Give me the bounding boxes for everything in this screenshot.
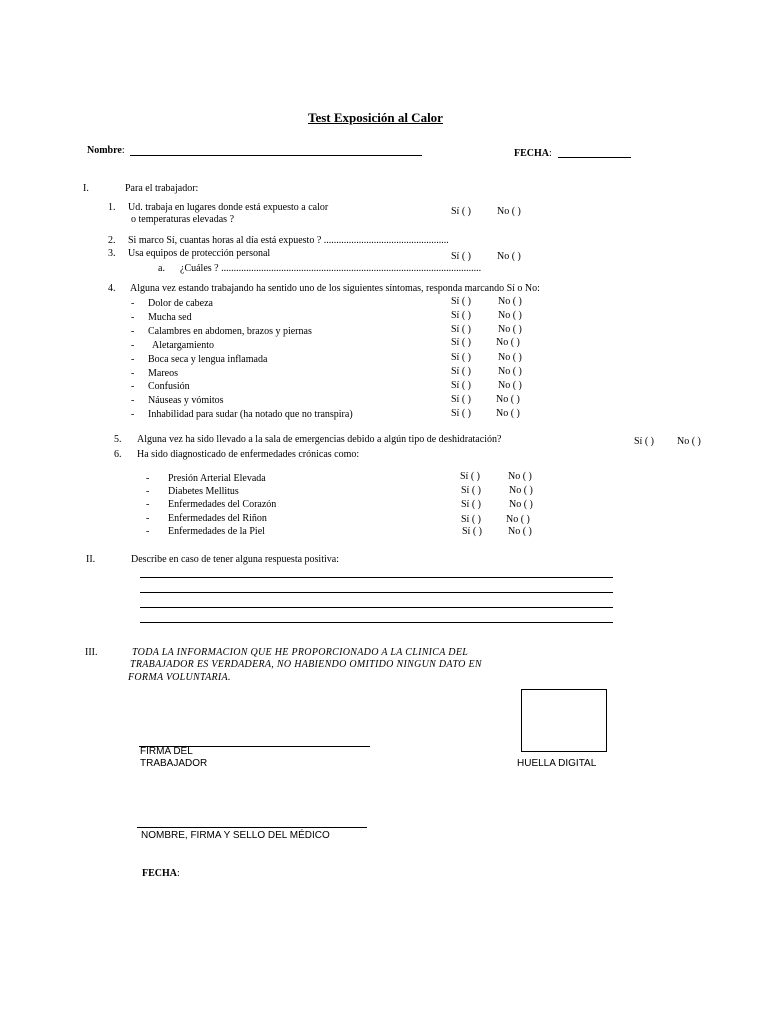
q4-number: 4. <box>108 283 116 294</box>
nombre-label: Nombre <box>87 145 122 156</box>
q6-item-label: Enfermedades de la Piel <box>168 526 265 537</box>
q4-item-dash: - <box>131 340 135 351</box>
q4-item-label: Náuseas y vómitos <box>148 395 224 406</box>
q6-item-si-option[interactable]: Sí ( ) <box>461 499 481 510</box>
answer-line[interactable] <box>140 607 613 608</box>
q1-si-option[interactable]: Sí ( ) <box>451 206 471 217</box>
q6-item-no-option[interactable]: No ( ) <box>509 485 533 496</box>
q6-item-dash: - <box>146 499 150 510</box>
q4-item-label: Calambres en abdomen, brazos y piernas <box>148 326 312 337</box>
q6-item-si-option[interactable]: Sí ( ) <box>460 471 480 482</box>
q4-item-si-option[interactable]: Sí ( ) <box>451 296 471 307</box>
q6-text: Ha sido diagnosticado de enfermedades crónicas como: <box>137 449 360 460</box>
q6-item-dash: - <box>146 473 150 484</box>
q4-item-no-option[interactable]: No ( ) <box>498 310 522 321</box>
q3-number: 3. <box>108 248 116 259</box>
bottom-fecha-colon: : <box>177 868 180 879</box>
q6-item-dash: - <box>146 486 150 497</box>
doctor-signature-label: NOMBRE, FIRMA Y SELLO DEL MÉDICO <box>141 830 330 841</box>
declaration-line-1: TODA LA INFORMACION QUE HE PROPORCIONADO A LA CLINICA DEL <box>132 647 469 658</box>
q4-item-no-option[interactable]: No ( ) <box>498 296 522 307</box>
q4-item-dash: - <box>131 395 135 406</box>
q4-item-si-option[interactable]: Sí ( ) <box>451 366 471 377</box>
q3a-letter: a. <box>158 263 165 274</box>
page-title: Test Exposición al Calor <box>308 110 443 125</box>
q4-item-no-option[interactable]: No ( ) <box>496 408 520 419</box>
fecha-label-group <box>514 148 552 159</box>
q3-text: Usa equipos de protección personal <box>128 248 271 259</box>
q4-item-label: Boca seca y lengua inflamada <box>148 354 268 365</box>
q4-item-si-option[interactable]: Sí ( ) <box>451 352 471 363</box>
nombre-colon: : <box>121 145 125 156</box>
q4-item-si-option[interactable]: Sí ( ) <box>451 408 471 419</box>
worker-signature-label-1: FIRMA DEL <box>140 746 193 757</box>
nombre-label-group <box>87 145 125 156</box>
q6-item-label: Presión Arterial Elevada <box>168 473 266 484</box>
q4-item-no-option[interactable]: No ( ) <box>498 366 522 377</box>
q4-item-dash: - <box>131 409 135 420</box>
fecha-colon: : <box>549 148 552 159</box>
q4-item-no-option[interactable]: No ( ) <box>498 380 522 391</box>
q1-no-option[interactable]: No ( ) <box>497 206 521 217</box>
q6-item-dash: - <box>146 526 150 537</box>
q6-item-si-option[interactable]: Sí ( ) <box>461 514 481 525</box>
answer-line[interactable] <box>140 577 613 578</box>
answer-line[interactable] <box>140 622 613 623</box>
q6-item-si-option[interactable]: Sí ( ) <box>461 485 481 496</box>
q3-no-option[interactable]: No ( ) <box>497 251 521 262</box>
q6-number: 6. <box>114 449 122 460</box>
q6-item-label: Diabetes Mellitus <box>168 486 239 497</box>
q5-text: Alguna vez ha sido llevado a la sala de emergencias debido a algún tipo de deshidratación? <box>137 434 502 445</box>
q4-item-si-option[interactable]: Sí ( ) <box>451 324 471 335</box>
fingerprint-box[interactable] <box>521 689 607 752</box>
q6-item-no-option[interactable]: No ( ) <box>508 471 532 482</box>
q5-si-option[interactable]: Sí ( ) <box>634 436 654 447</box>
q2-text: Si marco Sí, cuantas horas al día está expuesto ? .................................................. <box>128 235 449 246</box>
q4-item-si-option[interactable]: Sí ( ) <box>451 394 471 405</box>
q4-item-label: Mareos <box>148 368 178 379</box>
section-1-heading: Para el trabajador: <box>125 183 199 194</box>
fecha-field[interactable] <box>558 157 631 158</box>
worker-signature-label-2: TRABAJADOR <box>140 758 208 769</box>
q4-item-dash: - <box>131 381 135 392</box>
q3-si-option[interactable]: Sí ( ) <box>451 251 471 262</box>
fingerprint-label: HUELLA DIGITAL <box>517 758 597 769</box>
q4-item-no-option[interactable]: No ( ) <box>496 394 520 405</box>
q6-item-label: Enfermedades del Corazón <box>168 499 277 510</box>
q1-text-line2: o temperaturas elevadas ? <box>131 214 235 225</box>
section-2-number: II. <box>86 554 96 565</box>
doctor-signature-line[interactable] <box>137 827 367 828</box>
q4-item-no-option[interactable]: No ( ) <box>498 324 522 335</box>
q5-no-option[interactable]: No ( ) <box>677 436 701 447</box>
q2-number: 2. <box>108 235 116 246</box>
q4-item-dash: - <box>131 368 135 379</box>
q1-text-line1: Ud. trabaja en lugares donde está expuesto a calor <box>128 202 329 213</box>
q4-item-dash: - <box>131 354 135 365</box>
section-3-number: III. <box>85 647 98 658</box>
q4-item-label: Confusión <box>148 381 190 392</box>
q4-text: Alguna vez estando trabajando ha sentido uno de los siguientes síntomas, responda marcando Sí o No: <box>130 283 540 294</box>
declaration-line-2: TRABAJADOR ES VERDADERA, NO HABIENDO OMITIDO NINGUN DATO EN <box>130 659 482 670</box>
q3a-text: ¿Cuáles ? ........................................................................................................ <box>180 263 482 274</box>
answer-line[interactable] <box>140 592 613 593</box>
q6-item-no-option[interactable]: No ( ) <box>506 514 530 525</box>
fecha-label: FECHA <box>514 148 549 159</box>
bottom-fecha-group <box>142 868 180 879</box>
section-1-number: I. <box>83 183 89 194</box>
q4-item-dash: - <box>131 326 135 337</box>
q6-item-no-option[interactable]: No ( ) <box>508 526 532 537</box>
bottom-fecha-label: FECHA <box>142 868 177 879</box>
q4-item-label: Dolor de cabeza <box>148 298 213 309</box>
q4-item-label: Mucha sed <box>148 312 192 323</box>
q1-number: 1. <box>108 202 116 213</box>
q5-number: 5. <box>114 434 122 445</box>
q4-item-label: Inhabilidad para sudar (ha notado que no transpira) <box>148 409 353 420</box>
q6-item-no-option[interactable]: No ( ) <box>509 499 533 510</box>
q6-item-si-option[interactable]: Sí ( ) <box>462 526 482 537</box>
q4-item-si-option[interactable]: Sí ( ) <box>451 310 471 321</box>
q4-item-dash: - <box>131 312 135 323</box>
q4-item-no-option[interactable]: No ( ) <box>498 352 522 363</box>
q4-item-dash: - <box>131 298 135 309</box>
q6-item-dash: - <box>146 513 150 524</box>
nombre-field[interactable] <box>130 155 422 156</box>
q4-item-si-option[interactable]: Sí ( ) <box>451 337 471 348</box>
q4-item-label: Aletargamiento <box>152 340 215 351</box>
declaration-line-3: FORMA VOLUNTARIA. <box>128 672 231 683</box>
q6-item-label: Enfermedades del Riñon <box>168 513 267 524</box>
q4-item-no-option[interactable]: No ( ) <box>496 337 520 348</box>
q4-item-si-option[interactable]: Sí ( ) <box>451 380 471 391</box>
section-2-text: Describe en caso de tener alguna respuesta positiva: <box>131 554 339 565</box>
